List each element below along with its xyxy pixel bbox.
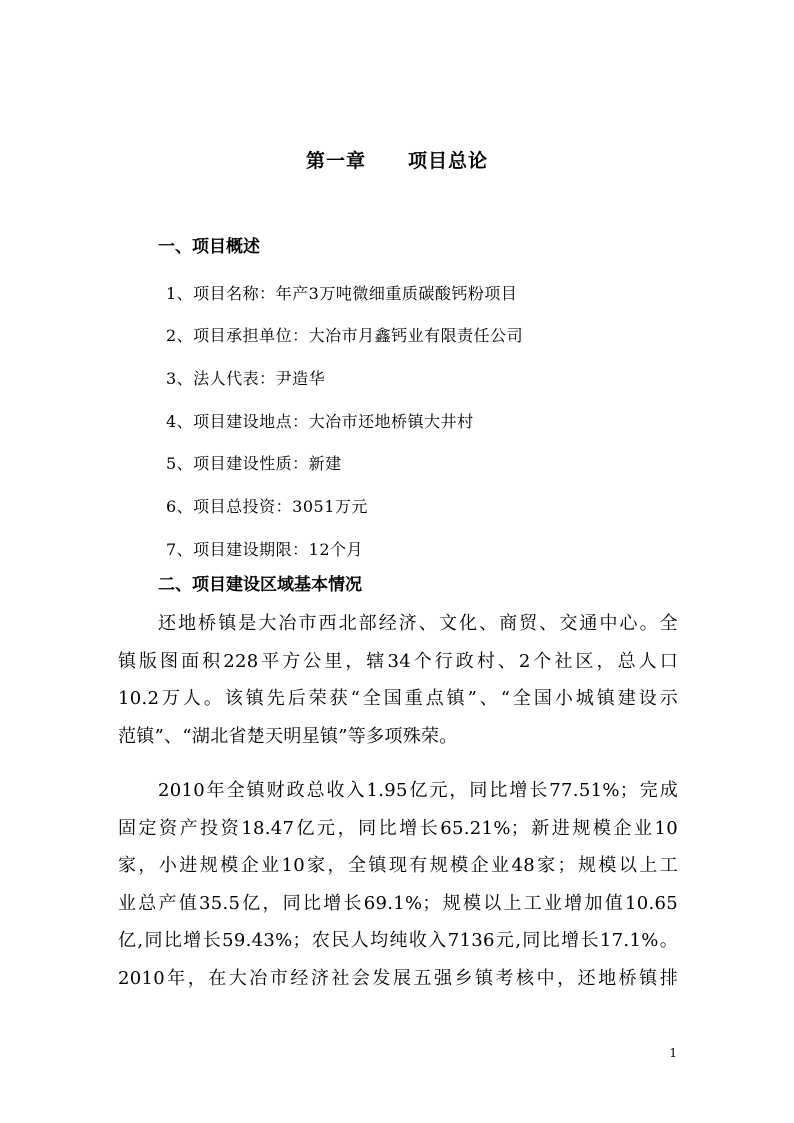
item-construction-site: 4、项目建设地点：大冶市还地桥镇大井村	[166, 412, 474, 431]
item-construction-nature: 5、项目建设性质：新建	[166, 454, 342, 473]
page-number: 1	[669, 1046, 677, 1060]
item-legal-representative: 3、法人代表：尹造华	[166, 369, 326, 388]
paragraph-economy-2010	[118, 772, 678, 997]
paragraph-line: 家，小进规模企业10家，全镇现有规模企业48家；规模以上工	[118, 855, 678, 876]
paragraph-line: 2010年全镇财政总收入1.95亿元，同比增长77.51%；完成	[158, 780, 678, 801]
paragraph-town-overview	[118, 605, 678, 755]
item-undertaking-unit: 2、项目承担单位：大冶市月鑫钙业有限责任公司	[166, 326, 524, 345]
paragraph-line: 范镇”、“湖北省楚天明星镇”等多项殊荣。	[118, 725, 458, 747]
item-project-name: 1、项目名称：年产3万吨微细重质碳酸钙粉项目	[166, 284, 518, 303]
chapter-number: 第一章	[305, 150, 366, 172]
chapter-name: 项目总论	[408, 150, 489, 172]
section-heading-overview: 一、项目概述	[158, 237, 260, 257]
paragraph-line: 亿,同比增长59.43%；农民人均纯收入7136元,同比增长17.1%。	[118, 930, 678, 951]
paragraph-line: 业总产值35.5亿，同比增长69.1%；规模以上工业增加值10.65	[118, 892, 678, 914]
chapter-title	[0, 146, 794, 173]
paragraph-line: 还地桥镇是大冶市西北部经济、文化、商贸、交通中心。全	[158, 613, 678, 634]
item-total-investment: 6、项目总投资：3051万元	[166, 497, 368, 516]
paragraph-line: 10.2万人。该镇先后荣获“全国重点镇”、“全国小城镇建设示	[118, 688, 678, 709]
section-heading-region: 二、项目建设区域基本情况	[158, 575, 362, 595]
paragraph-line: 固定资产投资18.47亿元，同比增长65.21%；新进规模企业10	[118, 817, 678, 839]
paragraph-line: 2010年，在大冶市经济社会发展五强乡镇考核中，还地桥镇排	[118, 967, 678, 989]
item-construction-period: 7、项目建设期限：12个月	[166, 540, 364, 559]
paragraph-line: 镇版图面积228平方公里，辖34个行政村、2个社区，总人口	[118, 650, 678, 672]
